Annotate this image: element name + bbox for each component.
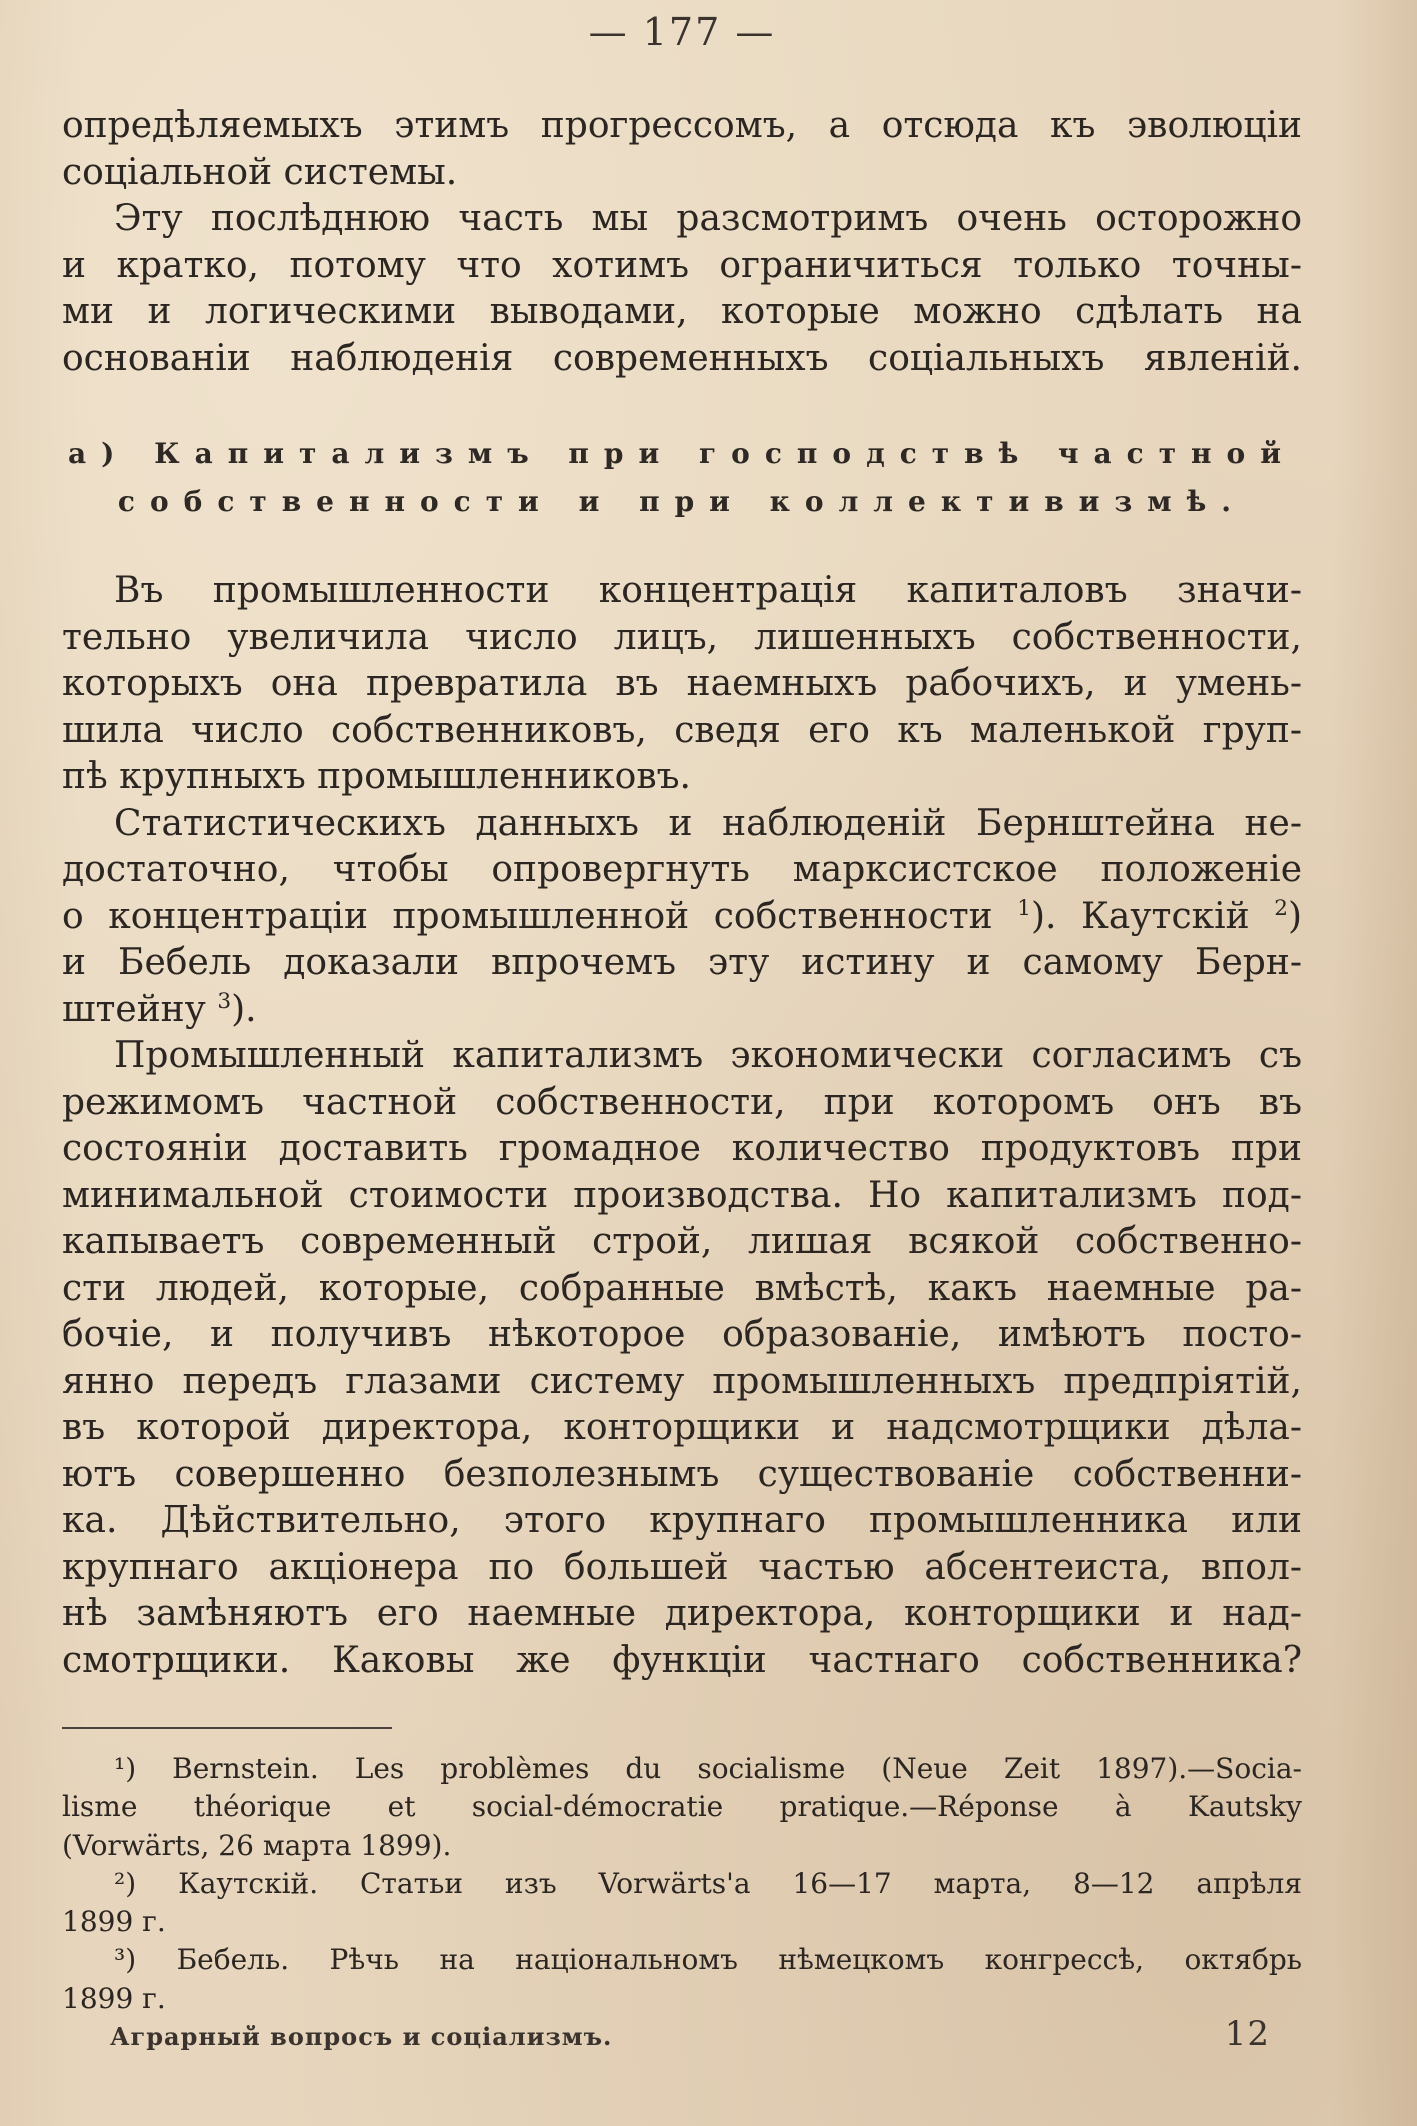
text-line: капываетъ современный строй, лишая всякой собственно-	[62, 1221, 1302, 1262]
footnote-divider	[62, 1727, 392, 1729]
footnote-line: ¹) Bernstein. Les problèmes du socialisme (Neue Zeit 1897).—Socia-	[114, 1752, 1302, 1785]
footnote-line: (Vorwärts, 26 марта 1899).	[62, 1828, 452, 1862]
text-span: )	[1287, 895, 1302, 937]
text-line: въ которой директора, конторщики и надсмотрщики дѣла-	[62, 1407, 1302, 1448]
text-line: шила число собственниковъ, сведя его къ маленькой груп-	[62, 709, 1302, 751]
text-line: смотрщики. Каковы же функціи частнаго собственника?	[62, 1639, 1302, 1681]
text-line: опредѣляемыхъ этимъ прогрессомъ, а отсюда къ эволюціи	[62, 105, 1302, 146]
text-line: ми и логическими выводами, которые можно сдѣлать на	[62, 291, 1302, 332]
text-line: соціальной системы.	[62, 151, 458, 193]
text-line: минимальной стоимости производства. Но капитализмъ под-	[62, 1174, 1302, 1216]
text-line: ютъ совершенно безполезнымъ существованіе собственни-	[62, 1453, 1302, 1495]
text-line: Промышленный капитализмъ экономически согласимъ съ	[114, 1035, 1302, 1076]
page-number: — 177 —	[588, 10, 776, 54]
footnote-line: ²) Каутскій. Статьи изъ Vorwärts'а 16—17 марта, 8—12 апрѣля	[114, 1866, 1302, 1900]
text-line: которыхъ она превратила въ наемныхъ рабочихъ, и умень-	[62, 663, 1302, 704]
text-span: штейну	[62, 988, 206, 1030]
page-footer	[110, 2014, 1270, 2054]
text-line: режимомъ частной собственности, при которомъ онъ въ	[62, 1081, 1302, 1123]
page-body	[62, 103, 1302, 382]
text-line: крупнаго акціонера по большей частью абсентеиста, впол-	[62, 1546, 1302, 1588]
footnote-ref-2: 2	[1274, 895, 1288, 921]
text-line: достаточно, чтобы опровергнуть марксистское положеніе	[62, 849, 1302, 890]
text-span: о концентраціи промышленной собственности	[62, 895, 993, 937]
text-line: бочіе, и получивъ нѣкоторое образованіе, имѣютъ посто-	[62, 1314, 1302, 1355]
text-line	[62, 894, 1302, 941]
text-line: и кратко, потому что хотимъ ограничиться только точны-	[62, 244, 1302, 286]
text-line: ка. Дѣйствительно, этого крупнаго промышленника или	[62, 1500, 1302, 1541]
book-page	[62, 0, 1302, 2126]
footnote-ref-1: 1	[1017, 895, 1031, 921]
book-title: Аграрный вопросъ и соціализмъ.	[110, 2022, 613, 2051]
signature-mark: 12	[1224, 2014, 1270, 2054]
text-line: состояніи доставить громадное количество продуктовъ при	[62, 1128, 1302, 1169]
footnote-line: 1899 г.	[62, 1905, 166, 1939]
text-line: янно передъ глазами систему промышленныхъ предпріятій,	[62, 1360, 1302, 1402]
footnote-line: ³) Бебель. Рѣчь на національномъ нѣмецкомъ конгрессѣ, октябрь	[114, 1943, 1302, 1977]
text-line	[62, 987, 1302, 1034]
text-line: нѣ замѣняютъ его наемные директора, конторщики и над-	[62, 1593, 1302, 1634]
text-line: пѣ крупныхъ промышленниковъ.	[62, 756, 691, 797]
section-heading-line-2: собственности и при коллективизмѣ.	[117, 485, 1247, 518]
paragraph-1	[62, 568, 1302, 1684]
section-heading-line-1: а) Капитализмъ при господствѣ частной	[68, 437, 1296, 470]
text-line: Статистическихъ данныхъ и наблюденій Бернштейна не-	[114, 802, 1302, 844]
text-span: ).	[231, 988, 257, 1030]
footnote-line: 1899 г.	[62, 1981, 166, 2015]
text-line: и Бебель доказали впрочемъ эту истину и самому Берн-	[62, 942, 1302, 983]
text-line: основаніи наблюденія современныхъ соціальныхъ явленій.	[62, 337, 1302, 379]
footnote-ref-3: 3	[217, 988, 232, 1014]
text-line: сти людей, которые, собранные вмѣстѣ, какъ наемные ра-	[62, 1267, 1302, 1309]
footnote-line: lisme théorique et social-démocratie pratique.—Réponse à Kautsky	[62, 1790, 1302, 1824]
text-line: Эту послѣднюю часть мы разсмотримъ очень осторожно	[114, 198, 1302, 239]
text-line: Въ промышленности концентрація капиталовъ значи-	[114, 570, 1302, 611]
text-span: ). Каутскій	[1030, 895, 1250, 937]
footnotes	[62, 1750, 1302, 2018]
text-line: тельно увеличила число лицъ, лишенныхъ собственности,	[62, 616, 1302, 658]
